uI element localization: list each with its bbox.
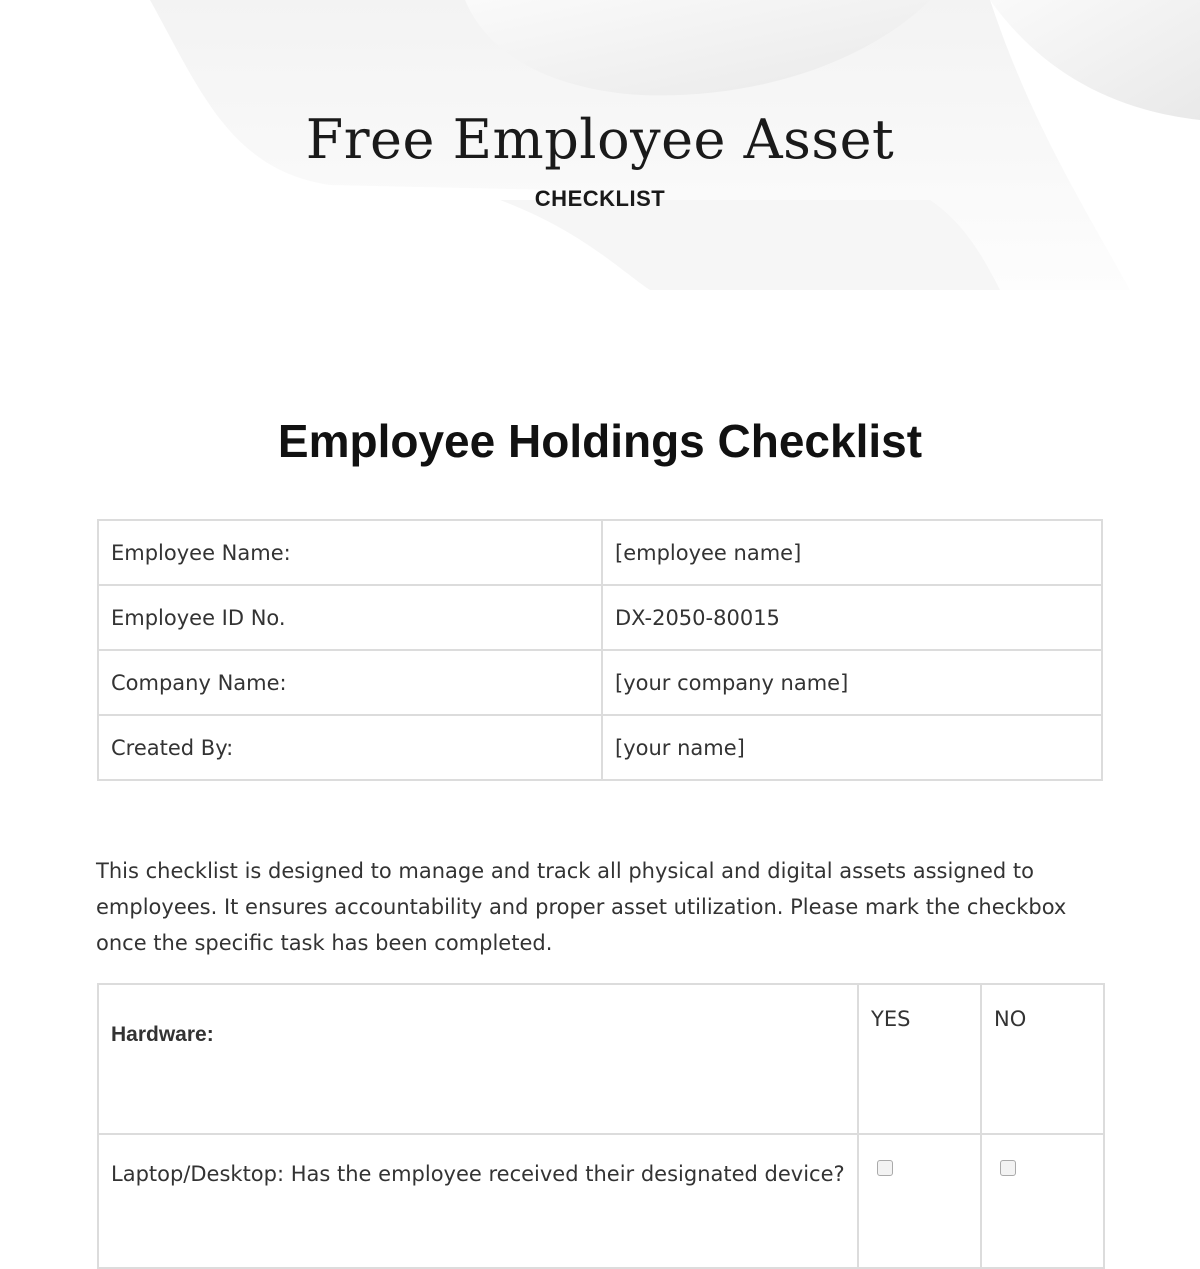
table-row	[98, 715, 1102, 780]
header-title: Free Employee Asset	[305, 108, 895, 171]
column-header-yes: YES	[858, 984, 981, 1134]
info-value[interactable]: DX-2050-80015	[602, 585, 1102, 650]
header-banner	[0, 0, 1200, 290]
employee-info-table	[97, 519, 1103, 781]
table-row	[98, 520, 1102, 585]
section-title-hardware: Hardware:	[98, 984, 858, 1134]
header-subtitle: CHECKLIST	[534, 186, 666, 211]
info-value[interactable]: [your company name]	[602, 650, 1102, 715]
table-row	[98, 650, 1102, 715]
checklist-item-text: Laptop/Desktop: Has the employee received their designated device?	[98, 1134, 858, 1268]
no-cell	[981, 1134, 1104, 1268]
document-title: Employee Holdings Checklist	[277, 415, 923, 467]
table-row	[98, 1134, 1104, 1268]
column-header-no: NO	[981, 984, 1104, 1134]
yes-cell	[858, 1134, 981, 1268]
info-label: Employee Name:	[98, 520, 602, 585]
info-label: Company Name:	[98, 650, 602, 715]
intro-paragraph: This checklist is designed to manage and track all physical and digital assets assigned to employees. It ensures accountability and proper asset utilization. Please mark the checkbox once the specific task has been completed.	[96, 859, 1067, 955]
yes-checkbox[interactable]	[877, 1160, 893, 1176]
info-value[interactable]: [your name]	[602, 715, 1102, 780]
hardware-checklist-table	[97, 983, 1105, 1269]
no-checkbox[interactable]	[1000, 1160, 1016, 1176]
table-header-row	[98, 984, 1104, 1134]
table-row	[98, 585, 1102, 650]
info-label: Created By:	[98, 715, 602, 780]
info-value[interactable]: [employee name]	[602, 520, 1102, 585]
info-label: Employee ID No.	[98, 585, 602, 650]
